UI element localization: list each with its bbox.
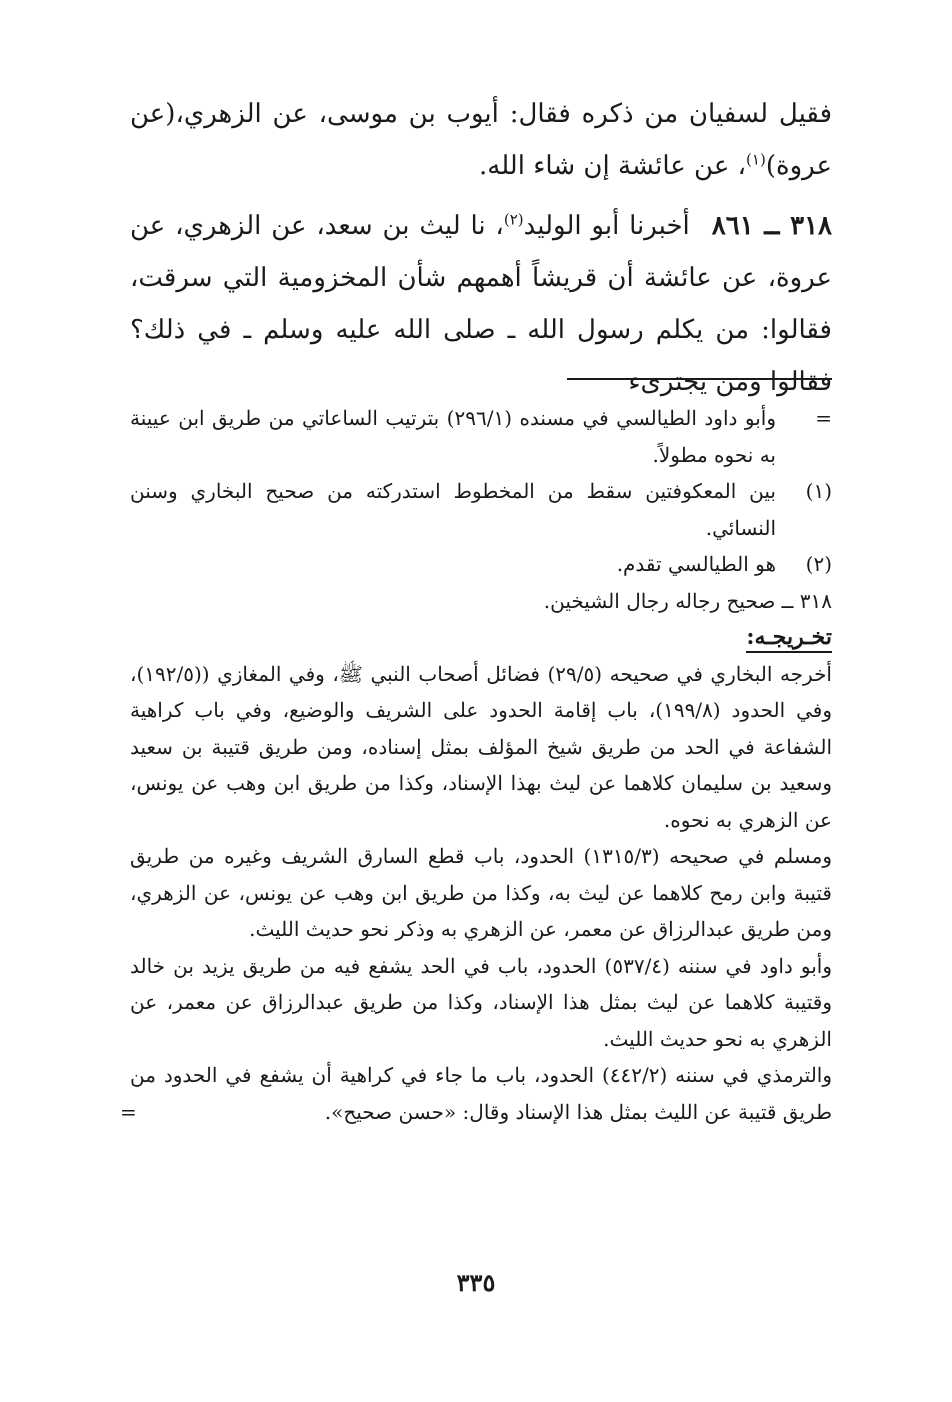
- para1-text: فقيل لسفيان من ذكره فقال: أيوب بن موسى، عن الزهري،(عن عروة): [130, 99, 832, 181]
- footnote-1: [130, 473, 832, 546]
- hadith-number: ٣١٨ ــ ٨٦١: [711, 211, 833, 241]
- continuation-mark: =: [120, 1099, 137, 1124]
- footnote-marker: (١): [805, 479, 832, 503]
- footnote-marker: (٢): [805, 552, 832, 576]
- page-number: ٣٣٥: [456, 1268, 496, 1297]
- footnote-text: هو الطيالسي تقدم.: [616, 552, 776, 576]
- takhrij-paragraph-muslim: ومسلم في صحيحه (١٣١٥/٣) الحدود، باب قطع السارق الشريف وغيره من طريق قتيبة وابن رمح كلاهما عن ليث به، وكذا من طريق ابن وهب عن يونس، عن الزهري، ومن طريق عبدالرزاق عن معمر، عن الزهري به وذكر نحو حديث الليث.: [130, 844, 833, 941]
- footnote-ref-1: (١): [746, 150, 766, 169]
- footnote-text: وأبو داود الطيالسي في مسنده (٢٩٦/١) بترتيب الساعاتي من طريق ابن عيينة به نحوه مطولاً.: [130, 406, 776, 467]
- tirmidhi-text: والترمذي في سننه (٤٤٢/٢) الحدود، باب ما جاء في كراهية أن يشفع في الحدود من طريق قتيبة عن الليث بمثل هذا الإسناد وقال: «حسن صحيح».: [130, 1063, 833, 1124]
- footnote-marker: =: [815, 406, 832, 430]
- footnote-continued: [130, 400, 832, 473]
- main-paragraph-2: [130, 200, 832, 408]
- takhrij-heading: [130, 619, 832, 656]
- takhrij-paragraph-tirmidhi: [120, 1057, 833, 1130]
- footnotes-area: [120, 400, 833, 1130]
- footnote-separator: [567, 378, 832, 380]
- main-paragraph-1: [130, 88, 832, 192]
- para1-tail: ، عن عائشة إن شاء الله.: [478, 151, 747, 181]
- footnote-2: [130, 546, 832, 583]
- takhrij-paragraph-abudawud: وأبو داود في سننه (٥٣٧/٤) الحدود، باب في الحد يشفع فيه من طريق يزيد بن خالد وقتيبة كلاهما عن ليث بمثل هذا الإسناد، وكذا من طريق عبدالرزاق عن معمر، عن الزهري به نحو حديث الليث.: [130, 953, 832, 1051]
- takhrij-paragraph-bukhari: أخرجه البخاري في صحيحه (٢٩/٥) فضائل أصحاب النبي ﷺ، وفي المغازي ((١٩٢/٥)، وفي الحدود (١٩٩/٨)، باب إقامة الحدود على الشريف والوضيع، وفي باب كراهية الشفاعة في الحد من طريق شيخ المؤلف بمثل إسناده، ومن طريق قتيبة بن سعيد وسعيد بن سليمان كلاهما عن ليث بهذا الإسناد، وكذا من طريق ابن وهب عن يونس، عن الزهري به نحوه.: [130, 661, 833, 832]
- footnote-ref-2: (٢): [503, 210, 524, 229]
- footnote-text: بين المعكوفتين سقط من المخطوط استدركته من صحيح البخاري وسنن النسائي.: [130, 479, 776, 540]
- para2-start: أخبرنا أبو الوليد: [523, 211, 690, 241]
- main-text: [130, 88, 832, 408]
- para2-rest: ، نا ليث بن سعد، عن الزهري، عن عروة، عن عائشة أن قريشاً أهمهم شأن المخزومية التي سرقت، فقالوا: من يكلم رسول الله ـ صلى الله عليه وسلم ـ في ذلك؟ فقالوا ومن يجترىء: [130, 211, 832, 397]
- grading-line: ٣١٨ ــ صحيح رجاله رجال الشيخين.: [543, 588, 832, 613]
- takhrij-heading-text: تخـريجـه:: [746, 624, 832, 653]
